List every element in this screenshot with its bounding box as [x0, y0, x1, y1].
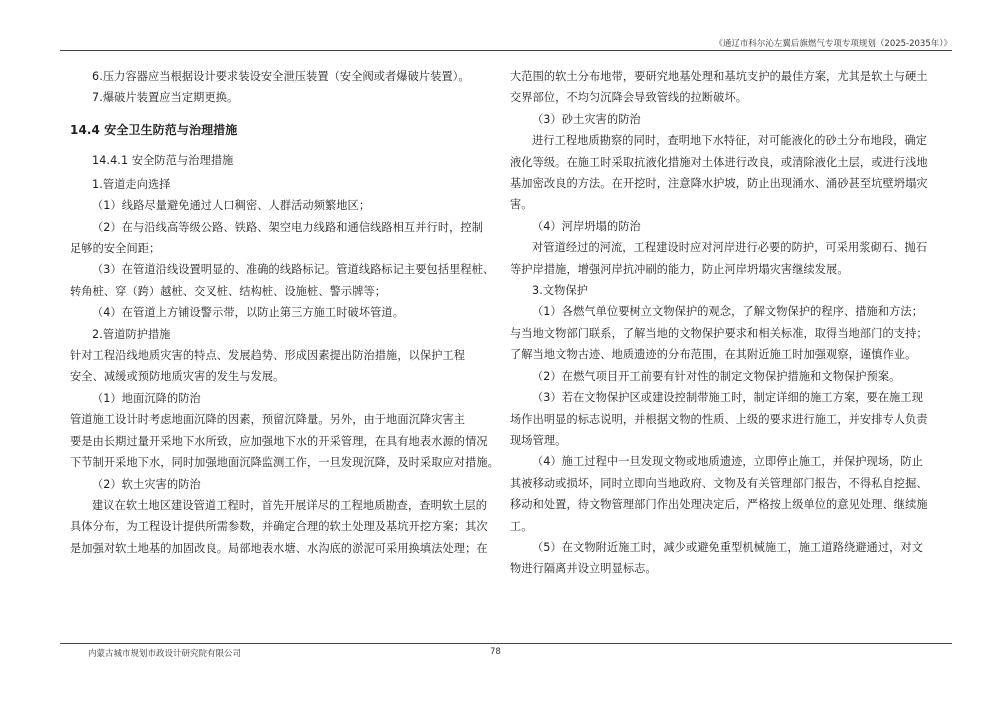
paragraph: 安全、减缓或预防地质灾害的发生与发展。 [70, 370, 285, 384]
paragraph: 等护岸措施，增强河岸抗冲刷的能力，防止河岸坍塌灾害继续发展。 [510, 262, 849, 276]
paragraph: 2.管道防护措施 [92, 327, 171, 341]
paragraph: 移动和处置，待文物管理部门作出处理决定后，严格按上级单位的意见处理、继续施 [510, 498, 928, 512]
page-number: 78 [490, 647, 501, 657]
paragraph: （2）在与沿线高等级公路、铁路、架空电力线路和通信线路相互并行时，控制 [92, 220, 483, 234]
paragraph: 下节制开采地下水，同时加强地面沉降监测工作，一旦发现沉降，及时采取应对措施。 [70, 456, 499, 470]
paragraph: 了解当地文物古迹、地质遗迹的分布范围，在其附近施工时加强观察，谨慎作业。 [510, 348, 917, 362]
paragraph: （2）在燃气项目开工前要有针对性的制定文物保护措施和文物保护预案。 [532, 369, 901, 383]
paragraph: 工。 [510, 519, 533, 533]
paragraph: 足够的安全间距； [70, 242, 161, 256]
paragraph: 管道施工设计时考虑地面沉降的因素，预留沉降量。另外，由于地面沉降灾害主 [70, 413, 466, 427]
paragraph: 对管道经过的河流，工程建设时应对河岸进行必要的防护，可采用浆砌石、抛石 [532, 241, 928, 255]
paragraph: 大范围的软土分布地带，要研究地基处理和基坑支护的最佳方案，尤其是软土与硬土 [510, 70, 928, 83]
paragraph: （4）施工过程中一旦发现文物或地质遗迹，立即停止施工，并保护现场，防止 [532, 455, 923, 469]
paragraph: 害。 [510, 198, 533, 212]
paragraph: （3）若在文物保护区或建设控制带施工时，制定详细的施工方案，要在施工现 [532, 391, 923, 405]
left-column [70, 66, 499, 559]
paragraph: 物进行隔离并设立明显标志。 [510, 562, 657, 576]
paragraph: 针对工程沿线地质灾害的特点、发展趋势、形成因素提出防治措施，以保护工程 [70, 349, 466, 363]
paragraph: 其被移动或损坏，同时立即向当地政府、文物及有关管理部门报告，不得私自挖掘、 [510, 476, 928, 490]
running-header: 《通辽市科尔沁左翼后旗燃气专项专项规划（2025-2035年）》 [714, 39, 952, 49]
paragraph: （5）在文物附近施工时，减少或避免重型机械施工，施工道路绕避通过，对文 [532, 540, 923, 554]
paragraph: （2）软土灾害的防治 [92, 477, 201, 491]
paragraph: 7.爆破片装置应当定期更换。 [92, 91, 239, 105]
paragraph: 与当地文物部门联系，了解当地的文物保护要求和相关标准，取得当地部门的支持； [510, 326, 928, 340]
paragraph: 要是由长期过量开采地下水所致，应加强地下水的开采管理，在具有地表水源的情况 [70, 434, 488, 448]
paragraph: （3）砂土灾害的防治 [532, 112, 641, 126]
paragraph: （1）各燃气单位要树立文物保护的观念，了解文物保护的程序、措施和方法； [532, 305, 923, 319]
paragraph: 场作出明显的标志说明，并根据文物的性质、上级的要求进行施工，并安排专人负责 [510, 412, 928, 426]
header-rule [60, 50, 952, 51]
paragraph: 交界部位，不均匀沉降会导致管线的拉断破坏。 [510, 91, 748, 105]
paragraph: 建议在软土地区建设管道工程时，首先开展详尽的工程地质勘查，查明软土层的 [92, 498, 488, 512]
paragraph: （3）在管道沿线设置明显的、准确的线路标记。管道线路标记主要包括里程桩、 [92, 263, 495, 277]
paragraph: 1.管道走向选择 [92, 177, 171, 191]
paragraph: 是加强对软土地基的加固改良。局部地表水塘、水沟底的淤泥可采用换填法处理；在 [70, 541, 488, 555]
paragraph: 液化等级。在施工时采取抗液化措施对土体进行改良，或清除液化土层，或进行浅地 [510, 155, 928, 169]
paragraph: 6.压力容器应当根据设计要求装设安全泄压装置（安全阀或者爆破片装置）。 [92, 70, 470, 83]
paragraph: 基加密改良的方法。在开挖时，注意降水护坡，防止出现涌水、涌砂甚至坑壁坍塌灾 [510, 177, 928, 191]
paragraph: （4）河岸坍塌的防治 [532, 219, 641, 233]
subsection-heading: 14.4.1 安全防范与治理措施 [92, 153, 234, 167]
paragraph: 转角桩、穿（跨）越桩、交叉桩、结构桩、设施桩、警示牌等； [70, 284, 387, 298]
right-column [510, 66, 930, 580]
footer-organization: 内蒙古城市规划市政设计研究院有限公司 [88, 649, 242, 659]
section-heading: 14.4 安全卫生防范与治理措施 [70, 122, 238, 137]
paragraph: 进行工程地质勘察的同时，查明地下水特征，对可能液化的砂土分布地段，确定 [532, 134, 928, 148]
paragraph: （4）在管道上方铺设警示带，以防止第三方施工时破坏管道。 [92, 306, 404, 320]
paragraph: （1）线路尽量避免通过人口稠密、人群活动频繁地区； [92, 199, 371, 213]
paragraph: 现场管理。 [510, 433, 567, 447]
paragraph: （1）地面沉降的防治 [92, 391, 201, 405]
paragraph: 具体分布，为工程设计提供所需参数，并确定合理的软土处理及基坑开挖方案；其次 [70, 520, 488, 534]
footer-rule [60, 643, 952, 644]
paragraph: 3.文物保护 [532, 284, 589, 298]
